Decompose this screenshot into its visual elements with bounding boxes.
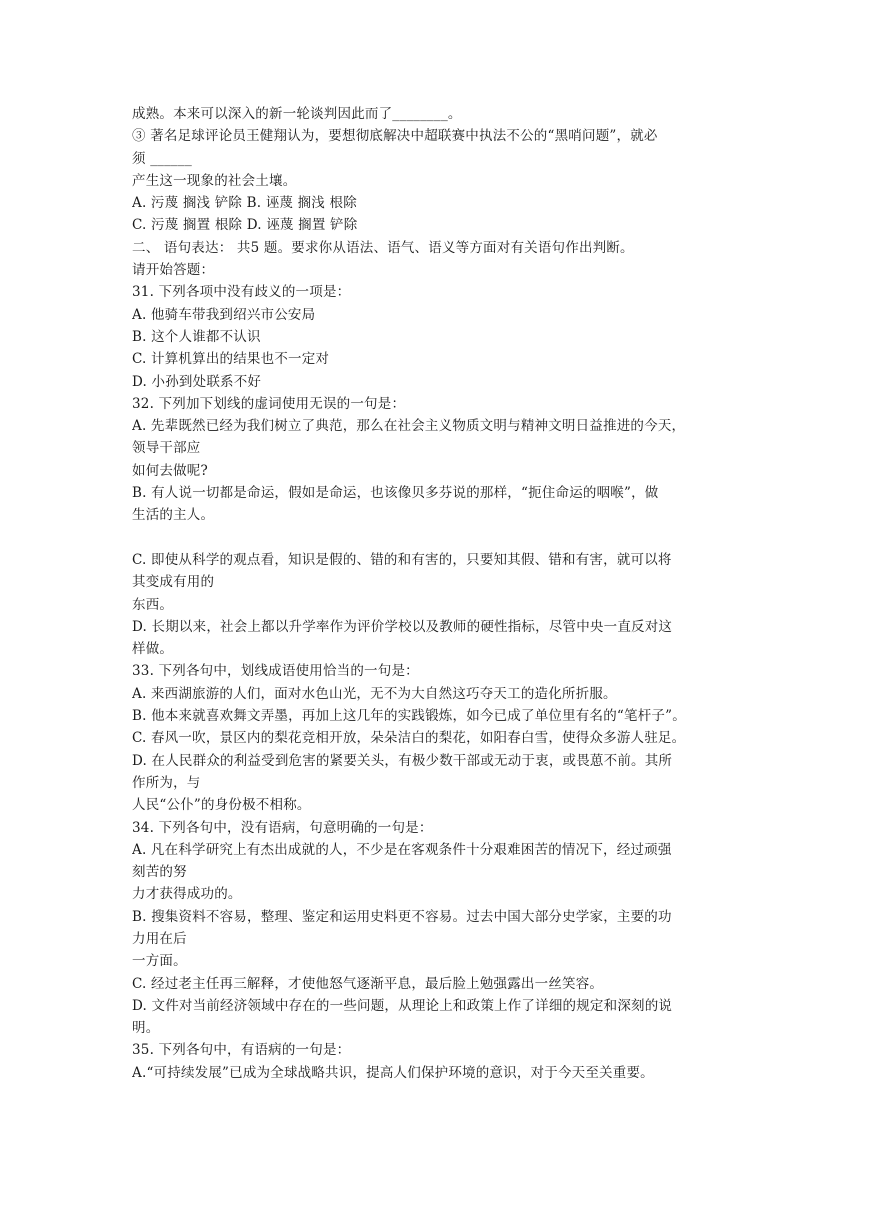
text-line: 力才获得成功的。 bbox=[132, 886, 242, 903]
text-line: C. 即使从科学的观点看，知识是假的、错的和有害的，只要知其假、错和有害，就可以将 bbox=[132, 551, 672, 568]
text-line: C. 春风一吹，景区内的梨花竞相开放，朵朵洁白的梨花，如阳春白雪，使得众多游人驻足。 bbox=[132, 730, 686, 747]
text-line: 作所为，与 bbox=[132, 774, 201, 791]
text-line: 明。 bbox=[132, 1020, 160, 1037]
text-line: C. 计算机算出的结果也不一定对 bbox=[132, 351, 330, 368]
blank-line bbox=[132, 527, 742, 549]
text-line: 其变成有用的 bbox=[132, 574, 215, 591]
text-line: ③ 著名足球评论员王健翔认为，要想彻底解决中超联赛中执法不公的“黑哨问题”，就必 bbox=[132, 128, 658, 145]
text-line: 领导干部应 bbox=[132, 440, 201, 457]
text-line: 样做。 bbox=[132, 641, 174, 658]
text-line: 31. 下列各项中没有歧义的一项是： bbox=[132, 284, 351, 301]
text-line: 力用在后 bbox=[132, 930, 187, 947]
text-line: 东西。 bbox=[132, 596, 174, 613]
text-line: C. 经过老主任再三解释，才使他怒气逐渐平息，最后脸上勉强露出一丝笑容。 bbox=[132, 975, 604, 992]
text-line: B. 搜集资料不容易，整理、鉴定和运用史料更不容易。过去中国大部分史学家，主要的功 bbox=[132, 908, 672, 925]
text-line: A. 凡在科学研究上有杰出成就的人，不少是在客观条件十分艰难困苦的情况下，经过顽强 bbox=[132, 841, 672, 858]
text-line: 33. 下列各句中，划线成语使用恰当的一句是： bbox=[132, 663, 419, 680]
text-line: 一方面。 bbox=[132, 953, 187, 970]
text-line: A. 来西湖旅游的人们，面对水色山光，无不为大自然这巧夺天工的造化所折服。 bbox=[132, 685, 617, 702]
text-line: B. 这个人谁都不认识 bbox=[132, 328, 261, 345]
text-line: D. 长期以来，社会上都以升学率作为评价学校以及教师的硬性指标，尽管中央一直反对这 bbox=[132, 618, 673, 635]
text-line: 成熟。本来可以深入的新一轮谈判因此而了________。 bbox=[132, 106, 462, 122]
text-line: 产生这一现象的社会土壤。 bbox=[132, 172, 297, 189]
text-line: 刻苦的努 bbox=[132, 864, 187, 881]
text-line: A.“可持续发展”已成为全球战略共识，提高人们保护环境的意识，对于今天至关重要。 bbox=[132, 1064, 654, 1081]
text-line: 须 ______ bbox=[132, 150, 192, 167]
text-line: B. 他本来就喜欢舞文弄墨，再加上这几年的实践锻炼，如今已成了单位里有名的“笔杆子”。 bbox=[132, 708, 686, 725]
text-line: 请开始答题： bbox=[132, 262, 215, 279]
text-line: A. 污蔑 搁浅 铲除 B. 诬蔑 搁浅 根除 bbox=[132, 195, 357, 212]
text-line: 34. 下列各句中，没有语病，句意明确的一句是： bbox=[132, 819, 433, 836]
text-line: A. 先辈既然已经为我们树立了典范，那么在社会主义物质文明与精神文明日益推进的今天， bbox=[132, 418, 686, 435]
text-line: 二、 语句表达： 共5 题。要求你从语法、语气、语义等方面对有关语句作出判断。 bbox=[132, 239, 634, 256]
text-line: D. 在人民群众的利益受到危害的紧要关头，有极少数干部或无动于衷，或畏葸不前。其所 bbox=[132, 752, 673, 769]
document-page bbox=[132, 103, 742, 1084]
text-line: B. 有人说一切都是命运，假如是命运，也该像贝多芬说的那样，“扼住命运的咽喉”，做 bbox=[132, 485, 659, 502]
text-line: C. 污蔑 搁置 根除 D. 诬蔑 搁置 铲除 bbox=[132, 217, 358, 234]
text-line: D. 文件对当前经济领域中存在的一些问题，从理论上和政策上作了详细的规定和深刻的说 bbox=[132, 997, 673, 1014]
text-line: 32. 下列加下划线的虚词使用无误的一句是： bbox=[132, 395, 406, 412]
text-line: D. 小孙到处联系不好 bbox=[132, 373, 262, 390]
text-line: 生活的主人。 bbox=[132, 507, 215, 524]
text-line: 35. 下列各句中，有语病的一句是： bbox=[132, 1042, 351, 1059]
text-line: A. 他骑车带我到绍兴市公安局 bbox=[132, 306, 316, 323]
text-line: 如何去做呢? bbox=[132, 462, 208, 479]
text-line: 人民“公仆”的身份极不相称。 bbox=[132, 797, 311, 814]
